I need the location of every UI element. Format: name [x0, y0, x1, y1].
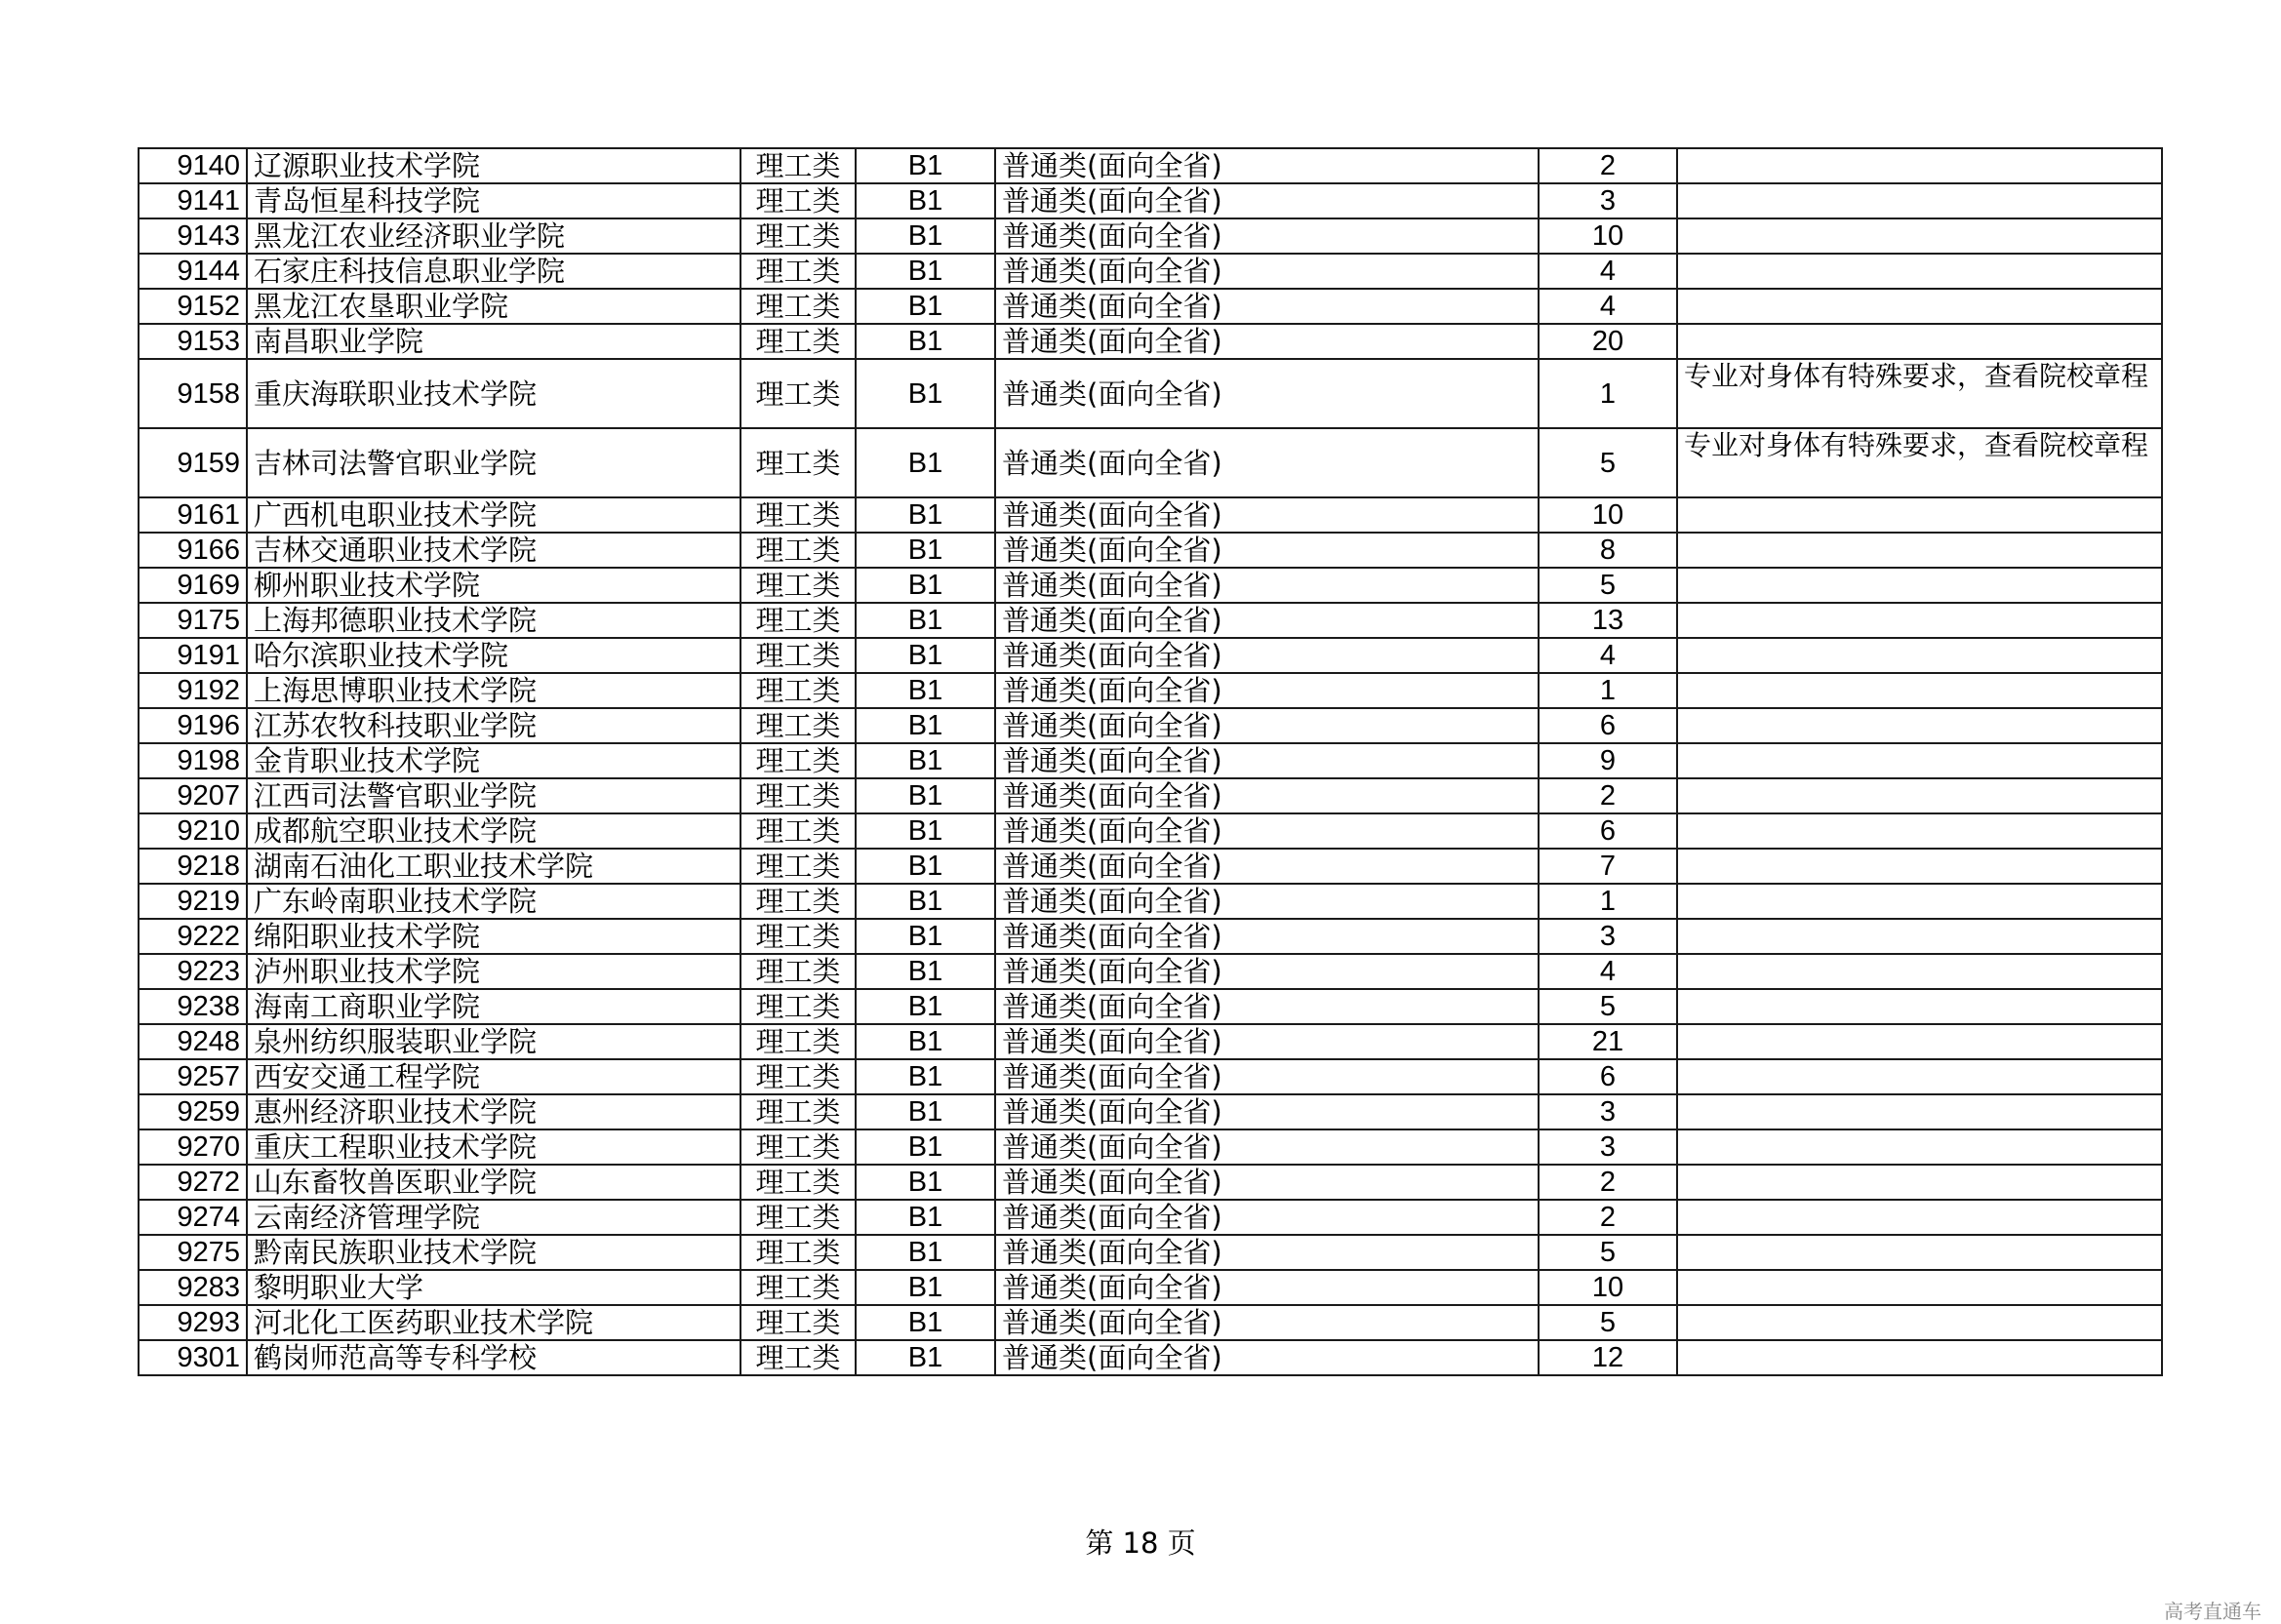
school-code-cell: 9219: [139, 884, 247, 919]
category-cell: 普通类(面向全省): [995, 708, 1539, 743]
school-code-cell: 9198: [139, 743, 247, 778]
plan-count-cell: 5: [1539, 568, 1677, 603]
subject-type-cell: 理工类: [740, 708, 856, 743]
batch-cell: B1: [856, 1094, 995, 1129]
category-cell: 普通类(面向全省): [995, 1129, 1539, 1165]
school-code-cell: 9238: [139, 989, 247, 1024]
school-code-cell: 9275: [139, 1235, 247, 1270]
batch-cell: B1: [856, 673, 995, 708]
subject-type-cell: 理工类: [740, 849, 856, 884]
category-cell: 普通类(面向全省): [995, 884, 1539, 919]
table-row: [139, 708, 2162, 743]
plan-count-cell: 8: [1539, 533, 1677, 568]
note-cell: [1677, 289, 2162, 324]
plan-count-cell: 5: [1539, 428, 1677, 497]
table-row: [139, 218, 2162, 254]
subject-type-cell: 理工类: [740, 1094, 856, 1129]
school-code-cell: 9153: [139, 324, 247, 359]
plan-count-cell: 10: [1539, 1270, 1677, 1305]
table-row: [139, 324, 2162, 359]
subject-type-cell: 理工类: [740, 919, 856, 954]
note-cell: [1677, 743, 2162, 778]
plan-count-cell: 7: [1539, 849, 1677, 884]
table-row: [139, 1340, 2162, 1375]
subject-type-cell: 理工类: [740, 1235, 856, 1270]
plan-count-cell: 2: [1539, 148, 1677, 183]
plan-count-cell: 4: [1539, 254, 1677, 289]
category-cell: 普通类(面向全省): [995, 603, 1539, 638]
batch-cell: B1: [856, 568, 995, 603]
school-code-cell: 9257: [139, 1059, 247, 1094]
table-row: [139, 1024, 2162, 1059]
subject-type-cell: 理工类: [740, 1270, 856, 1305]
plan-count-cell: 3: [1539, 919, 1677, 954]
category-cell: 普通类(面向全省): [995, 428, 1539, 497]
subject-type-cell: 理工类: [740, 673, 856, 708]
batch-cell: B1: [856, 254, 995, 289]
table-row: [139, 884, 2162, 919]
plan-count-cell: 4: [1539, 954, 1677, 989]
subject-type-cell: 理工类: [740, 324, 856, 359]
school-name-cell: 重庆工程职业技术学院: [247, 1129, 740, 1165]
note-cell: [1677, 1235, 2162, 1270]
school-name-cell: 哈尔滨职业技术学院: [247, 638, 740, 673]
category-cell: 普通类(面向全省): [995, 1059, 1539, 1094]
school-code-cell: 9191: [139, 638, 247, 673]
batch-cell: B1: [856, 1270, 995, 1305]
enrollment-table: [138, 147, 2163, 1376]
category-cell: 普通类(面向全省): [995, 919, 1539, 954]
category-cell: 普通类(面向全省): [995, 1024, 1539, 1059]
school-name-cell: 金肯职业技术学院: [247, 743, 740, 778]
school-code-cell: 9143: [139, 218, 247, 254]
subject-type-cell: 理工类: [740, 533, 856, 568]
category-cell: 普通类(面向全省): [995, 1235, 1539, 1270]
subject-type-cell: 理工类: [740, 954, 856, 989]
school-name-cell: 黎明职业大学: [247, 1270, 740, 1305]
category-cell: 普通类(面向全省): [995, 254, 1539, 289]
note-cell: [1677, 254, 2162, 289]
note-cell: [1677, 778, 2162, 813]
table-row: [139, 849, 2162, 884]
subject-type-cell: 理工类: [740, 1200, 856, 1235]
school-name-cell: 上海思博职业技术学院: [247, 673, 740, 708]
batch-cell: B1: [856, 919, 995, 954]
subject-type-cell: 理工类: [740, 1059, 856, 1094]
note-cell: [1677, 989, 2162, 1024]
school-name-cell: 广东岭南职业技术学院: [247, 884, 740, 919]
school-code-cell: 9158: [139, 359, 247, 428]
plan-count-cell: 5: [1539, 1305, 1677, 1340]
subject-type-cell: 理工类: [740, 989, 856, 1024]
school-code-cell: 9152: [139, 289, 247, 324]
batch-cell: B1: [856, 1340, 995, 1375]
school-code-cell: 9259: [139, 1094, 247, 1129]
batch-cell: B1: [856, 289, 995, 324]
table-row: [139, 1129, 2162, 1165]
watermark: 高考直通车: [2164, 1600, 2261, 1623]
note-cell: [1677, 1305, 2162, 1340]
plan-count-cell: 10: [1539, 497, 1677, 533]
plan-count-cell: 1: [1539, 673, 1677, 708]
batch-cell: B1: [856, 813, 995, 849]
plan-count-cell: 1: [1539, 359, 1677, 428]
table-row: [139, 568, 2162, 603]
note-cell: [1677, 813, 2162, 849]
table-row: [139, 1305, 2162, 1340]
category-cell: 普通类(面向全省): [995, 359, 1539, 428]
table-row: [139, 533, 2162, 568]
subject-type-cell: 理工类: [740, 497, 856, 533]
category-cell: 普通类(面向全省): [995, 1340, 1539, 1375]
note-cell: [1677, 1200, 2162, 1235]
table-row: [139, 359, 2162, 428]
plan-count-cell: 10: [1539, 218, 1677, 254]
category-cell: 普通类(面向全省): [995, 533, 1539, 568]
batch-cell: B1: [856, 708, 995, 743]
school-code-cell: 9140: [139, 148, 247, 183]
subject-type-cell: 理工类: [740, 289, 856, 324]
school-code-cell: 9144: [139, 254, 247, 289]
batch-cell: B1: [856, 778, 995, 813]
table-row: [139, 673, 2162, 708]
subject-type-cell: 理工类: [740, 743, 856, 778]
note-cell: [1677, 919, 2162, 954]
table-row: [139, 1094, 2162, 1129]
plan-count-cell: 12: [1539, 1340, 1677, 1375]
plan-count-cell: 6: [1539, 1059, 1677, 1094]
category-cell: 普通类(面向全省): [995, 1200, 1539, 1235]
school-name-cell: 泸州职业技术学院: [247, 954, 740, 989]
plan-count-cell: 1: [1539, 884, 1677, 919]
category-cell: 普通类(面向全省): [995, 1305, 1539, 1340]
school-code-cell: 9283: [139, 1270, 247, 1305]
school-name-cell: 黔南民族职业技术学院: [247, 1235, 740, 1270]
subject-type-cell: 理工类: [740, 1024, 856, 1059]
table-row: [139, 989, 2162, 1024]
subject-type-cell: 理工类: [740, 428, 856, 497]
school-code-cell: 9272: [139, 1165, 247, 1200]
school-code-cell: 9210: [139, 813, 247, 849]
plan-count-cell: 4: [1539, 289, 1677, 324]
school-name-cell: 河北化工医药职业技术学院: [247, 1305, 740, 1340]
subject-type-cell: 理工类: [740, 183, 856, 218]
school-name-cell: 黑龙江农业经济职业学院: [247, 218, 740, 254]
batch-cell: B1: [856, 359, 995, 428]
category-cell: 普通类(面向全省): [995, 289, 1539, 324]
note-cell: [1677, 1059, 2162, 1094]
school-name-cell: 石家庄科技信息职业学院: [247, 254, 740, 289]
table-row: [139, 1235, 2162, 1270]
school-name-cell: 吉林交通职业技术学院: [247, 533, 740, 568]
school-name-cell: 黑龙江农垦职业学院: [247, 289, 740, 324]
school-name-cell: 西安交通工程学院: [247, 1059, 740, 1094]
category-cell: 普通类(面向全省): [995, 1270, 1539, 1305]
subject-type-cell: 理工类: [740, 1340, 856, 1375]
category-cell: 普通类(面向全省): [995, 638, 1539, 673]
school-code-cell: 9274: [139, 1200, 247, 1235]
note-cell: [1677, 148, 2162, 183]
note-cell: [1677, 638, 2162, 673]
table-row: [139, 1270, 2162, 1305]
subject-type-cell: 理工类: [740, 603, 856, 638]
category-cell: 普通类(面向全省): [995, 324, 1539, 359]
plan-count-cell: 5: [1539, 989, 1677, 1024]
batch-cell: B1: [856, 1059, 995, 1094]
category-cell: 普通类(面向全省): [995, 568, 1539, 603]
batch-cell: B1: [856, 954, 995, 989]
table-row: [139, 919, 2162, 954]
subject-type-cell: 理工类: [740, 778, 856, 813]
school-name-cell: 辽源职业技术学院: [247, 148, 740, 183]
batch-cell: B1: [856, 324, 995, 359]
plan-count-cell: 9: [1539, 743, 1677, 778]
batch-cell: B1: [856, 428, 995, 497]
batch-cell: B1: [856, 183, 995, 218]
batch-cell: B1: [856, 497, 995, 533]
table-row: [139, 428, 2162, 497]
school-name-cell: 江苏农牧科技职业学院: [247, 708, 740, 743]
table-row: [139, 254, 2162, 289]
plan-count-cell: 6: [1539, 708, 1677, 743]
school-name-cell: 青岛恒星科技学院: [247, 183, 740, 218]
school-code-cell: 9223: [139, 954, 247, 989]
school-code-cell: 9175: [139, 603, 247, 638]
school-code-cell: 9270: [139, 1129, 247, 1165]
table-row: [139, 289, 2162, 324]
batch-cell: B1: [856, 849, 995, 884]
plan-count-cell: 3: [1539, 1129, 1677, 1165]
school-name-cell: 绵阳职业技术学院: [247, 919, 740, 954]
batch-cell: B1: [856, 1129, 995, 1165]
school-name-cell: 海南工商职业学院: [247, 989, 740, 1024]
note-cell: [1677, 497, 2162, 533]
plan-count-cell: 5: [1539, 1235, 1677, 1270]
school-code-cell: 9218: [139, 849, 247, 884]
category-cell: 普通类(面向全省): [995, 849, 1539, 884]
category-cell: 普通类(面向全省): [995, 989, 1539, 1024]
note-cell: [1677, 1129, 2162, 1165]
plan-count-cell: 2: [1539, 1200, 1677, 1235]
subject-type-cell: 理工类: [740, 813, 856, 849]
batch-cell: B1: [856, 1235, 995, 1270]
category-cell: 普通类(面向全省): [995, 183, 1539, 218]
batch-cell: B1: [856, 148, 995, 183]
plan-count-cell: 2: [1539, 1165, 1677, 1200]
subject-type-cell: 理工类: [740, 1165, 856, 1200]
note-cell: [1677, 1094, 2162, 1129]
page-number: 第 18 页: [1085, 1526, 1196, 1560]
note-cell: [1677, 568, 2162, 603]
batch-cell: B1: [856, 743, 995, 778]
plan-count-cell: 3: [1539, 1094, 1677, 1129]
school-code-cell: 9159: [139, 428, 247, 497]
note-cell: [1677, 884, 2162, 919]
category-cell: 普通类(面向全省): [995, 1165, 1539, 1200]
note-cell: [1677, 533, 2162, 568]
table-row: [139, 778, 2162, 813]
note-cell: 专业对身体有特殊要求，查看院校章程: [1677, 359, 2162, 428]
table-row: [139, 183, 2162, 218]
plan-count-cell: 2: [1539, 778, 1677, 813]
school-code-cell: 9207: [139, 778, 247, 813]
subject-type-cell: 理工类: [740, 254, 856, 289]
subject-type-cell: 理工类: [740, 638, 856, 673]
school-name-cell: 江西司法警官职业学院: [247, 778, 740, 813]
table-row: [139, 148, 2162, 183]
table-row: [139, 1200, 2162, 1235]
note-cell: [1677, 1340, 2162, 1375]
batch-cell: B1: [856, 638, 995, 673]
category-cell: 普通类(面向全省): [995, 743, 1539, 778]
subject-type-cell: 理工类: [740, 1305, 856, 1340]
subject-type-cell: 理工类: [740, 1129, 856, 1165]
school-name-cell: 吉林司法警官职业学院: [247, 428, 740, 497]
plan-count-cell: 3: [1539, 183, 1677, 218]
school-code-cell: 9222: [139, 919, 247, 954]
table-row: [139, 954, 2162, 989]
school-code-cell: 9248: [139, 1024, 247, 1059]
table-row: [139, 1059, 2162, 1094]
school-code-cell: 9166: [139, 533, 247, 568]
category-cell: 普通类(面向全省): [995, 218, 1539, 254]
school-code-cell: 9169: [139, 568, 247, 603]
note-cell: [1677, 603, 2162, 638]
subject-type-cell: 理工类: [740, 218, 856, 254]
batch-cell: B1: [856, 533, 995, 568]
school-name-cell: 湖南石油化工职业技术学院: [247, 849, 740, 884]
batch-cell: B1: [856, 1305, 995, 1340]
table-row: [139, 638, 2162, 673]
category-cell: 普通类(面向全省): [995, 148, 1539, 183]
subject-type-cell: 理工类: [740, 359, 856, 428]
school-name-cell: 成都航空职业技术学院: [247, 813, 740, 849]
category-cell: 普通类(面向全省): [995, 673, 1539, 708]
table-row: [139, 497, 2162, 533]
school-code-cell: 9196: [139, 708, 247, 743]
category-cell: 普通类(面向全省): [995, 1094, 1539, 1129]
school-name-cell: 柳州职业技术学院: [247, 568, 740, 603]
plan-count-cell: 6: [1539, 813, 1677, 849]
plan-count-cell: 13: [1539, 603, 1677, 638]
note-cell: [1677, 1165, 2162, 1200]
school-name-cell: 鹤岗师范高等专科学校: [247, 1340, 740, 1375]
batch-cell: B1: [856, 1024, 995, 1059]
table-row: [139, 743, 2162, 778]
note-cell: [1677, 1270, 2162, 1305]
batch-cell: B1: [856, 218, 995, 254]
table-row: [139, 1165, 2162, 1200]
school-name-cell: 泉州纺织服装职业学院: [247, 1024, 740, 1059]
school-code-cell: 9301: [139, 1340, 247, 1375]
school-name-cell: 惠州经济职业技术学院: [247, 1094, 740, 1129]
subject-type-cell: 理工类: [740, 568, 856, 603]
school-code-cell: 9293: [139, 1305, 247, 1340]
plan-count-cell: 4: [1539, 638, 1677, 673]
batch-cell: B1: [856, 1200, 995, 1235]
plan-count-cell: 21: [1539, 1024, 1677, 1059]
school-name-cell: 山东畜牧兽医职业学院: [247, 1165, 740, 1200]
batch-cell: B1: [856, 884, 995, 919]
batch-cell: B1: [856, 989, 995, 1024]
school-name-cell: 重庆海联职业技术学院: [247, 359, 740, 428]
note-cell: [1677, 218, 2162, 254]
category-cell: 普通类(面向全省): [995, 813, 1539, 849]
note-cell: [1677, 849, 2162, 884]
category-cell: 普通类(面向全省): [995, 778, 1539, 813]
category-cell: 普通类(面向全省): [995, 497, 1539, 533]
table-row: [139, 813, 2162, 849]
school-code-cell: 9192: [139, 673, 247, 708]
batch-cell: B1: [856, 603, 995, 638]
note-cell: [1677, 183, 2162, 218]
school-name-cell: 云南经济管理学院: [247, 1200, 740, 1235]
note-cell: [1677, 324, 2162, 359]
note-cell: [1677, 708, 2162, 743]
table-row: [139, 603, 2162, 638]
subject-type-cell: 理工类: [740, 884, 856, 919]
batch-cell: B1: [856, 1165, 995, 1200]
school-code-cell: 9161: [139, 497, 247, 533]
note-cell: [1677, 673, 2162, 708]
table-body: [139, 148, 2162, 1375]
school-name-cell: 上海邦德职业技术学院: [247, 603, 740, 638]
school-name-cell: 广西机电职业技术学院: [247, 497, 740, 533]
note-cell: [1677, 954, 2162, 989]
plan-count-cell: 20: [1539, 324, 1677, 359]
category-cell: 普通类(面向全省): [995, 954, 1539, 989]
subject-type-cell: 理工类: [740, 148, 856, 183]
school-name-cell: 南昌职业学院: [247, 324, 740, 359]
note-cell: 专业对身体有特殊要求，查看院校章程: [1677, 428, 2162, 497]
note-cell: [1677, 1024, 2162, 1059]
school-code-cell: 9141: [139, 183, 247, 218]
